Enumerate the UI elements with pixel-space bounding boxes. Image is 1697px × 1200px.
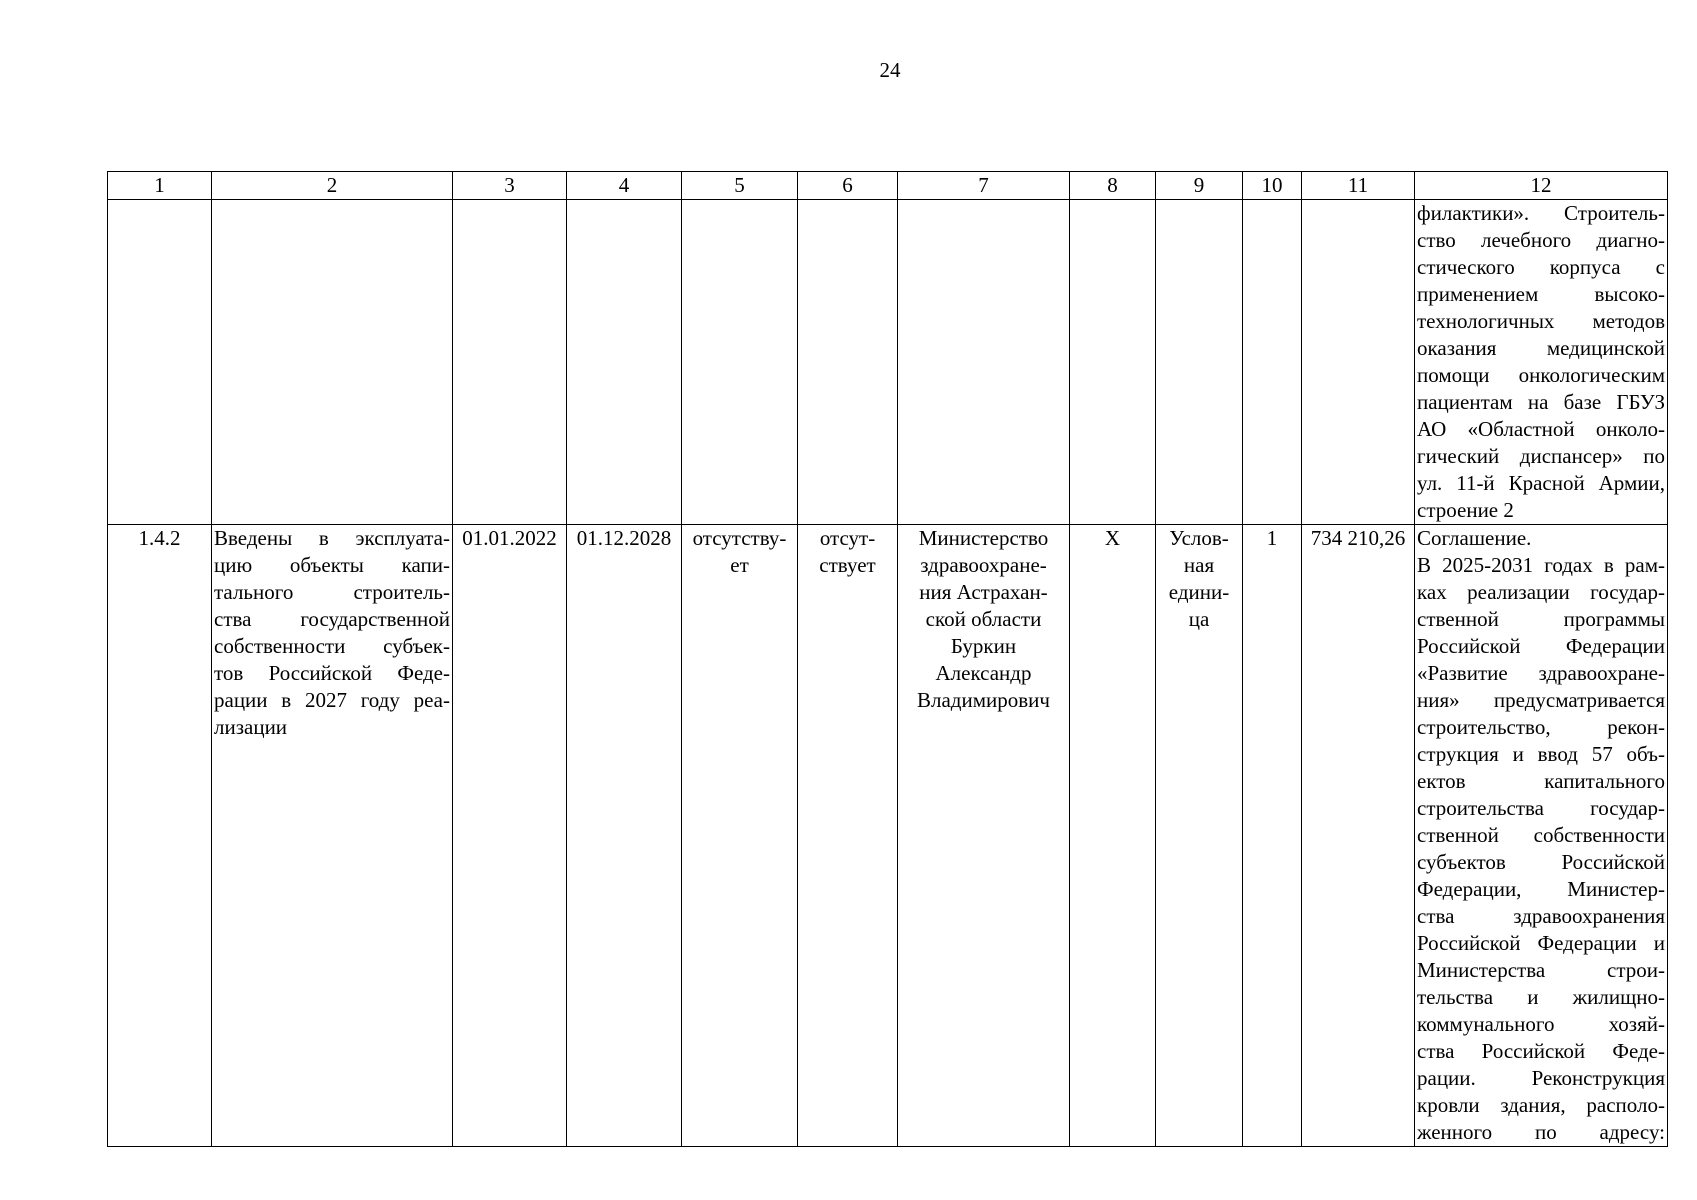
cell-text-line: тального строитель- <box>214 580 450 604</box>
table-row-1-4-2 <box>108 525 1668 1147</box>
cell-text-line: ствует <box>819 553 876 577</box>
cell-text-line: ул. 11-й Красной Армии, <box>1417 471 1665 495</box>
cell-text-line: ство лечебного диагно- <box>1417 228 1665 252</box>
cell-text-line: едини- <box>1168 580 1230 604</box>
cell-text-line: применением высоко- <box>1417 282 1665 306</box>
cell-text-line: строительство, рекон- <box>1417 715 1665 739</box>
cell-empty <box>798 200 898 525</box>
column-header-1: 1 <box>108 172 212 200</box>
cell-text-line: оказания медицинской <box>1417 336 1665 360</box>
cell-text-line: субъектов Российской <box>1417 850 1665 874</box>
column-header-11: 11 <box>1302 172 1415 200</box>
column-header-9: 9 <box>1156 172 1243 200</box>
cell-text-line: ния» предусматривается <box>1417 688 1665 712</box>
cell-text-line: ства Российской Феде- <box>1417 1039 1665 1063</box>
cell-empty <box>1156 200 1243 525</box>
program-table <box>107 171 1668 1147</box>
cell-text-line: ства здравоохранения <box>1417 904 1665 928</box>
cell-result-name <box>212 525 453 1147</box>
cell-text-line: ния Астрахан- <box>919 580 1048 604</box>
column-header-4: 4 <box>567 172 682 200</box>
cell-text-line: Владимирович <box>917 688 1050 712</box>
cell-amount: 734 210,26 <box>1302 525 1415 1147</box>
cell-text-line: рации. Реконструкция <box>1417 1066 1665 1090</box>
cell-text-line: коммунального хозяй- <box>1417 1012 1665 1036</box>
header-row <box>108 172 1668 200</box>
cell-col5 <box>682 525 798 1147</box>
cell-quantity: 1 <box>1243 525 1302 1147</box>
cell-text-line: ства государственной <box>214 607 450 631</box>
cell-responsible <box>898 525 1070 1147</box>
cell-text-line: Александр <box>935 661 1032 685</box>
cell-text-line: стического корпуса с <box>1417 255 1665 279</box>
cell-text-line: цию объекты капи- <box>214 553 450 577</box>
cell-text-line: ской области <box>925 607 1042 631</box>
page-number: 24 <box>879 58 901 82</box>
cell-text-line: помощи онкологическим <box>1417 363 1665 387</box>
cell-unit <box>1156 525 1243 1147</box>
cell-text-line: ектов капитального <box>1417 769 1665 793</box>
cell-text-line: ет <box>730 553 749 577</box>
column-header-10: 10 <box>1243 172 1302 200</box>
cell-text-line: ца <box>1188 607 1210 631</box>
cell-text-line: Введены в эксплуата- <box>214 526 450 550</box>
cell-text-line: рации в 2027 году реа- <box>214 688 450 712</box>
column-header-5: 5 <box>682 172 798 200</box>
cell-text-line: строение 2 <box>1417 498 1514 522</box>
cell-text-line: ственной программы <box>1417 607 1665 631</box>
cell-text-line: лизации <box>214 715 288 739</box>
column-header-6: 6 <box>798 172 898 200</box>
cell-text-line: ственной собственности <box>1417 823 1665 847</box>
column-header-7: 7 <box>898 172 1070 200</box>
cell-text-line: ная <box>1183 553 1215 577</box>
cell-col8: Х <box>1070 525 1156 1147</box>
cell-text-line: Российской Федерации и <box>1417 931 1665 955</box>
cell-text-line: тельства и жилищно- <box>1417 985 1665 1009</box>
cell-text-line: здравоохране- <box>920 553 1047 577</box>
cell-text-line: отсут- <box>819 526 876 550</box>
cell-text-line: В 2025-2031 годах в рам- <box>1417 553 1665 577</box>
cell-empty <box>682 200 798 525</box>
cell-text-line: АО «Областной онколо- <box>1417 417 1665 441</box>
cell-text-line: филактики». Строитель- <box>1417 201 1665 225</box>
cell-text-line: Буркин <box>950 634 1017 658</box>
cell-text-line: ках реализации государ- <box>1417 580 1665 604</box>
column-header-8: 8 <box>1070 172 1156 200</box>
cell-text-line: гический диспансер» по <box>1417 444 1665 468</box>
cell-description <box>1415 525 1668 1147</box>
cell-empty <box>1302 200 1415 525</box>
cell-description-continued <box>1415 200 1668 525</box>
cell-col6 <box>798 525 898 1147</box>
cell-empty <box>212 200 453 525</box>
cell-text-line: Министерство <box>918 526 1049 550</box>
cell-text-line: Услов- <box>1169 526 1229 550</box>
cell-text-line: Федерации, Министер- <box>1417 877 1665 901</box>
cell-end-date: 01.12.2028 <box>567 525 682 1147</box>
cell-item-number: 1.4.2 <box>108 525 212 1147</box>
cell-text-line: отсутству- <box>692 526 787 550</box>
cell-text-line: Соглашение. <box>1417 526 1532 550</box>
cell-text-line: пациентам на базе ГБУЗ <box>1417 390 1665 414</box>
cell-empty <box>1070 200 1156 525</box>
column-header-12: 12 <box>1415 172 1668 200</box>
table-row-continued <box>108 200 1668 525</box>
cell-empty <box>567 200 682 525</box>
cell-empty <box>898 200 1070 525</box>
cell-text-line: Министерства строи- <box>1417 958 1665 982</box>
cell-text-line: кровли здания, располо- <box>1417 1093 1665 1117</box>
cell-text-line: технологичных методов <box>1417 309 1665 333</box>
cell-text-line: строительства государ- <box>1417 796 1665 820</box>
cell-text-line: «Развитие здравоохране- <box>1417 661 1665 685</box>
cell-empty <box>108 200 212 525</box>
cell-text-line: собственности субъек- <box>214 634 450 658</box>
cell-text-line: тов Российской Феде- <box>214 661 450 685</box>
cell-text-line: струкция и ввод 57 объ- <box>1417 742 1665 766</box>
cell-text-line: Российской Федерации <box>1417 634 1665 658</box>
cell-empty <box>1243 200 1302 525</box>
column-header-3: 3 <box>453 172 567 200</box>
cell-start-date: 01.01.2022 <box>453 525 567 1147</box>
cell-text-line: женного по адресу: <box>1417 1120 1665 1144</box>
column-header-2: 2 <box>212 172 453 200</box>
cell-empty <box>453 200 567 525</box>
